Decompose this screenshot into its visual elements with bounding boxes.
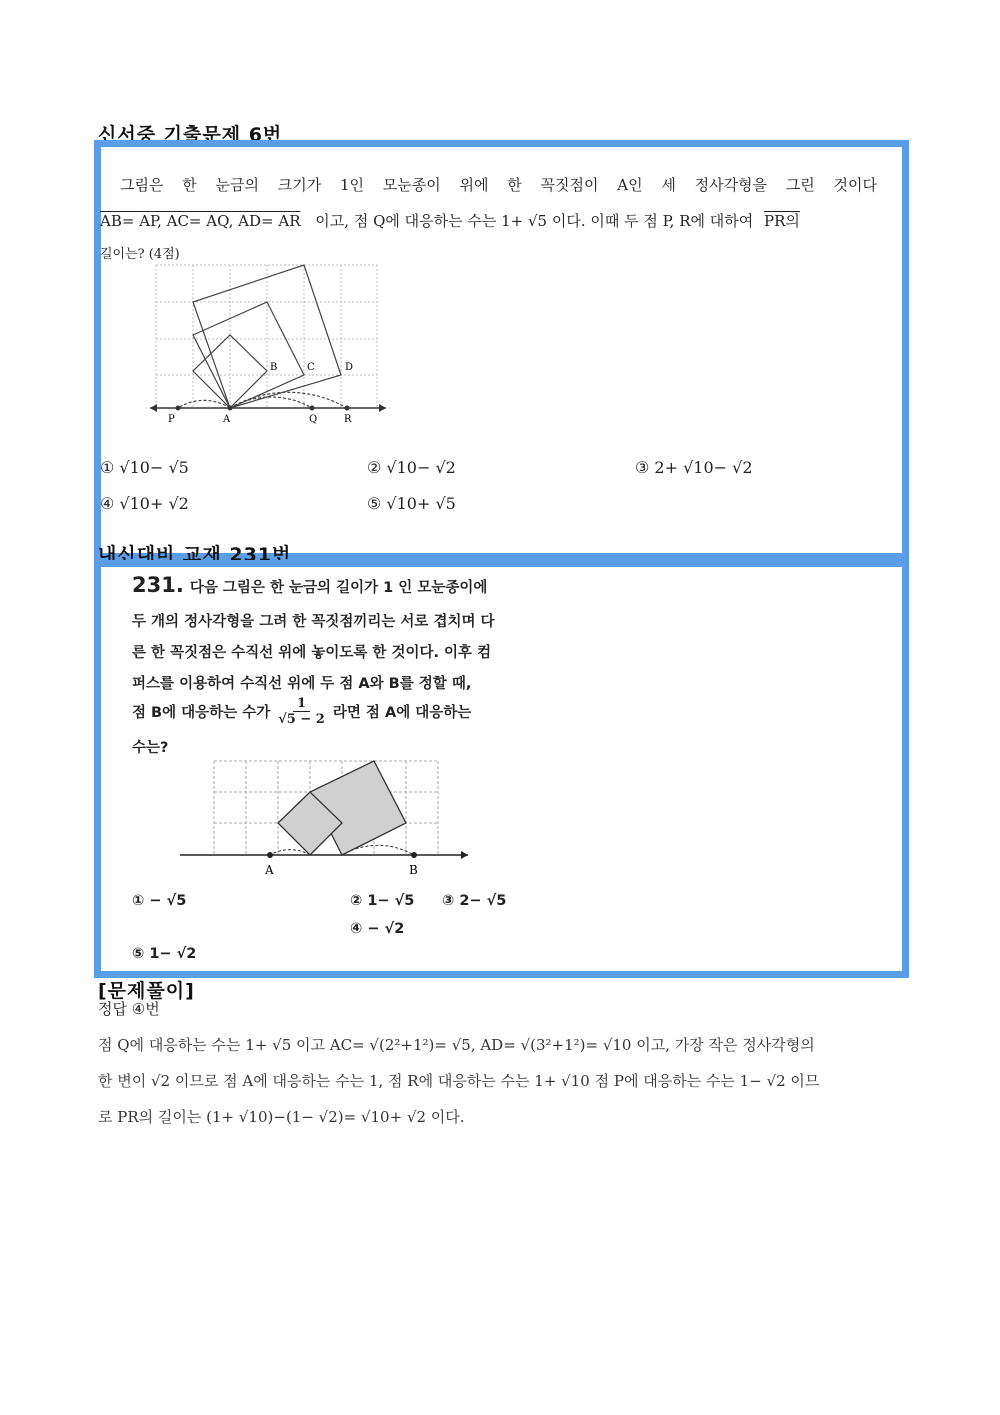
fraction-numerator: 1 xyxy=(293,696,310,712)
option2-1: ① − √5 xyxy=(132,893,187,909)
question2-line1 xyxy=(132,573,487,597)
problem-number: 231. xyxy=(132,573,184,597)
solution-line2: 한 변이 √2 이므로 점 A에 대응하는 수는 1, 점 R에 대응하는 수는 1+ √10 점 P에 대응하는 수는 1− √2 이므 xyxy=(98,1072,820,1090)
grid-lines xyxy=(156,265,377,408)
question1-line2-mid: 이고, 점 Q에 대응하는 수는 1+ √5 이다. 이때 두 점 P, R에 대하여 xyxy=(315,212,754,230)
label-a2: A xyxy=(265,863,274,877)
option1-1: ① √10− √5 xyxy=(100,458,189,477)
solution-line1: 점 Q에 대응하는 수는 1+ √5 이고 AC= √(2²+1²)= √5, AD= √(3²+1²)= √10 이고, 가장 작은 정사각형의 xyxy=(98,1036,815,1054)
label-r: R xyxy=(344,414,352,425)
question2-line5 xyxy=(132,696,471,727)
solution-line3: 로 PR의 길이는 (1+ √10)−(1− √2)= √10+ √2 이다. xyxy=(98,1108,465,1126)
point-a xyxy=(228,406,233,411)
question1-line2 xyxy=(100,210,900,231)
question2-text1: 다음 그림은 한 눈금의 길이가 1 인 모눈종이에 xyxy=(189,580,488,596)
arc-p xyxy=(178,400,230,408)
question2-text5b: 라면 점 A에 대응하는 xyxy=(332,705,472,721)
arrow-left-icon xyxy=(150,404,157,412)
point-p xyxy=(176,406,181,411)
label-p: P xyxy=(168,414,175,425)
question1-line1: 그림은 한 눈금의 크기가 1인 모눈종이 위에 한 꼭짓점이 A인 세 정사각형을 그린 것이다 xyxy=(120,176,878,194)
section2-heading: 내신대비 교재 231번 xyxy=(98,544,292,566)
label-d: D xyxy=(345,362,354,373)
label-c: C xyxy=(307,362,315,373)
label-b2: B xyxy=(409,863,418,877)
question2-line2: 두 개의 정사각형을 그려 한 꼭짓점끼리는 서로 겹치며 다 xyxy=(132,614,495,630)
answer: 정답 ④번 xyxy=(98,1000,160,1018)
label-q: Q xyxy=(309,414,318,425)
point-r xyxy=(345,406,350,411)
option1-4: ④ √10+ √2 xyxy=(100,494,189,513)
fraction-denominator: √5 − 2 xyxy=(278,712,325,727)
option1-5: ⑤ √10+ √5 xyxy=(367,494,456,513)
segment-equalities: AB= AP, AC= AQ, AD= AR xyxy=(100,212,301,230)
segment-pr: PR의 xyxy=(764,212,800,230)
arc-a xyxy=(270,850,310,855)
option1-3: ③ 2+ √10− √2 xyxy=(635,458,753,477)
question2-line4: 퍼스를 이용하여 수직선 위에 두 점 A와 B를 정할 때, xyxy=(132,676,472,692)
figure-squares-1 xyxy=(148,262,390,430)
option1-2: ② √10− √2 xyxy=(367,458,456,477)
question2-line3: 른 한 꼭짓점은 수직선 위에 놓이도록 한 것이다. 이후 컴 xyxy=(132,645,492,661)
label-b: B xyxy=(270,362,278,373)
option2-5: ⑤ 1− √2 xyxy=(132,946,197,962)
point-a2 xyxy=(267,852,273,858)
point-b2 xyxy=(411,852,417,858)
option2-3: ③ 2− √5 xyxy=(442,893,507,909)
question2-line6: 수는? xyxy=(132,740,169,756)
arrow-right-icon xyxy=(461,851,468,859)
label-a: A xyxy=(223,414,231,425)
question1-line3: 길이는? (4점) xyxy=(100,247,180,262)
section1-heading: 신서중 기출문제 6번 xyxy=(98,124,283,146)
option2-2: ② 1− √5 xyxy=(350,893,415,909)
fraction xyxy=(278,696,325,727)
point-q xyxy=(310,406,315,411)
option2-4: ④ − √2 xyxy=(350,921,405,937)
figure-squares-2 xyxy=(178,757,473,879)
question2-text5a: 점 B에 대응하는 수가 xyxy=(132,705,271,721)
arrow-right-icon xyxy=(379,404,386,412)
solution-heading: [문제풀이] xyxy=(98,980,195,1002)
